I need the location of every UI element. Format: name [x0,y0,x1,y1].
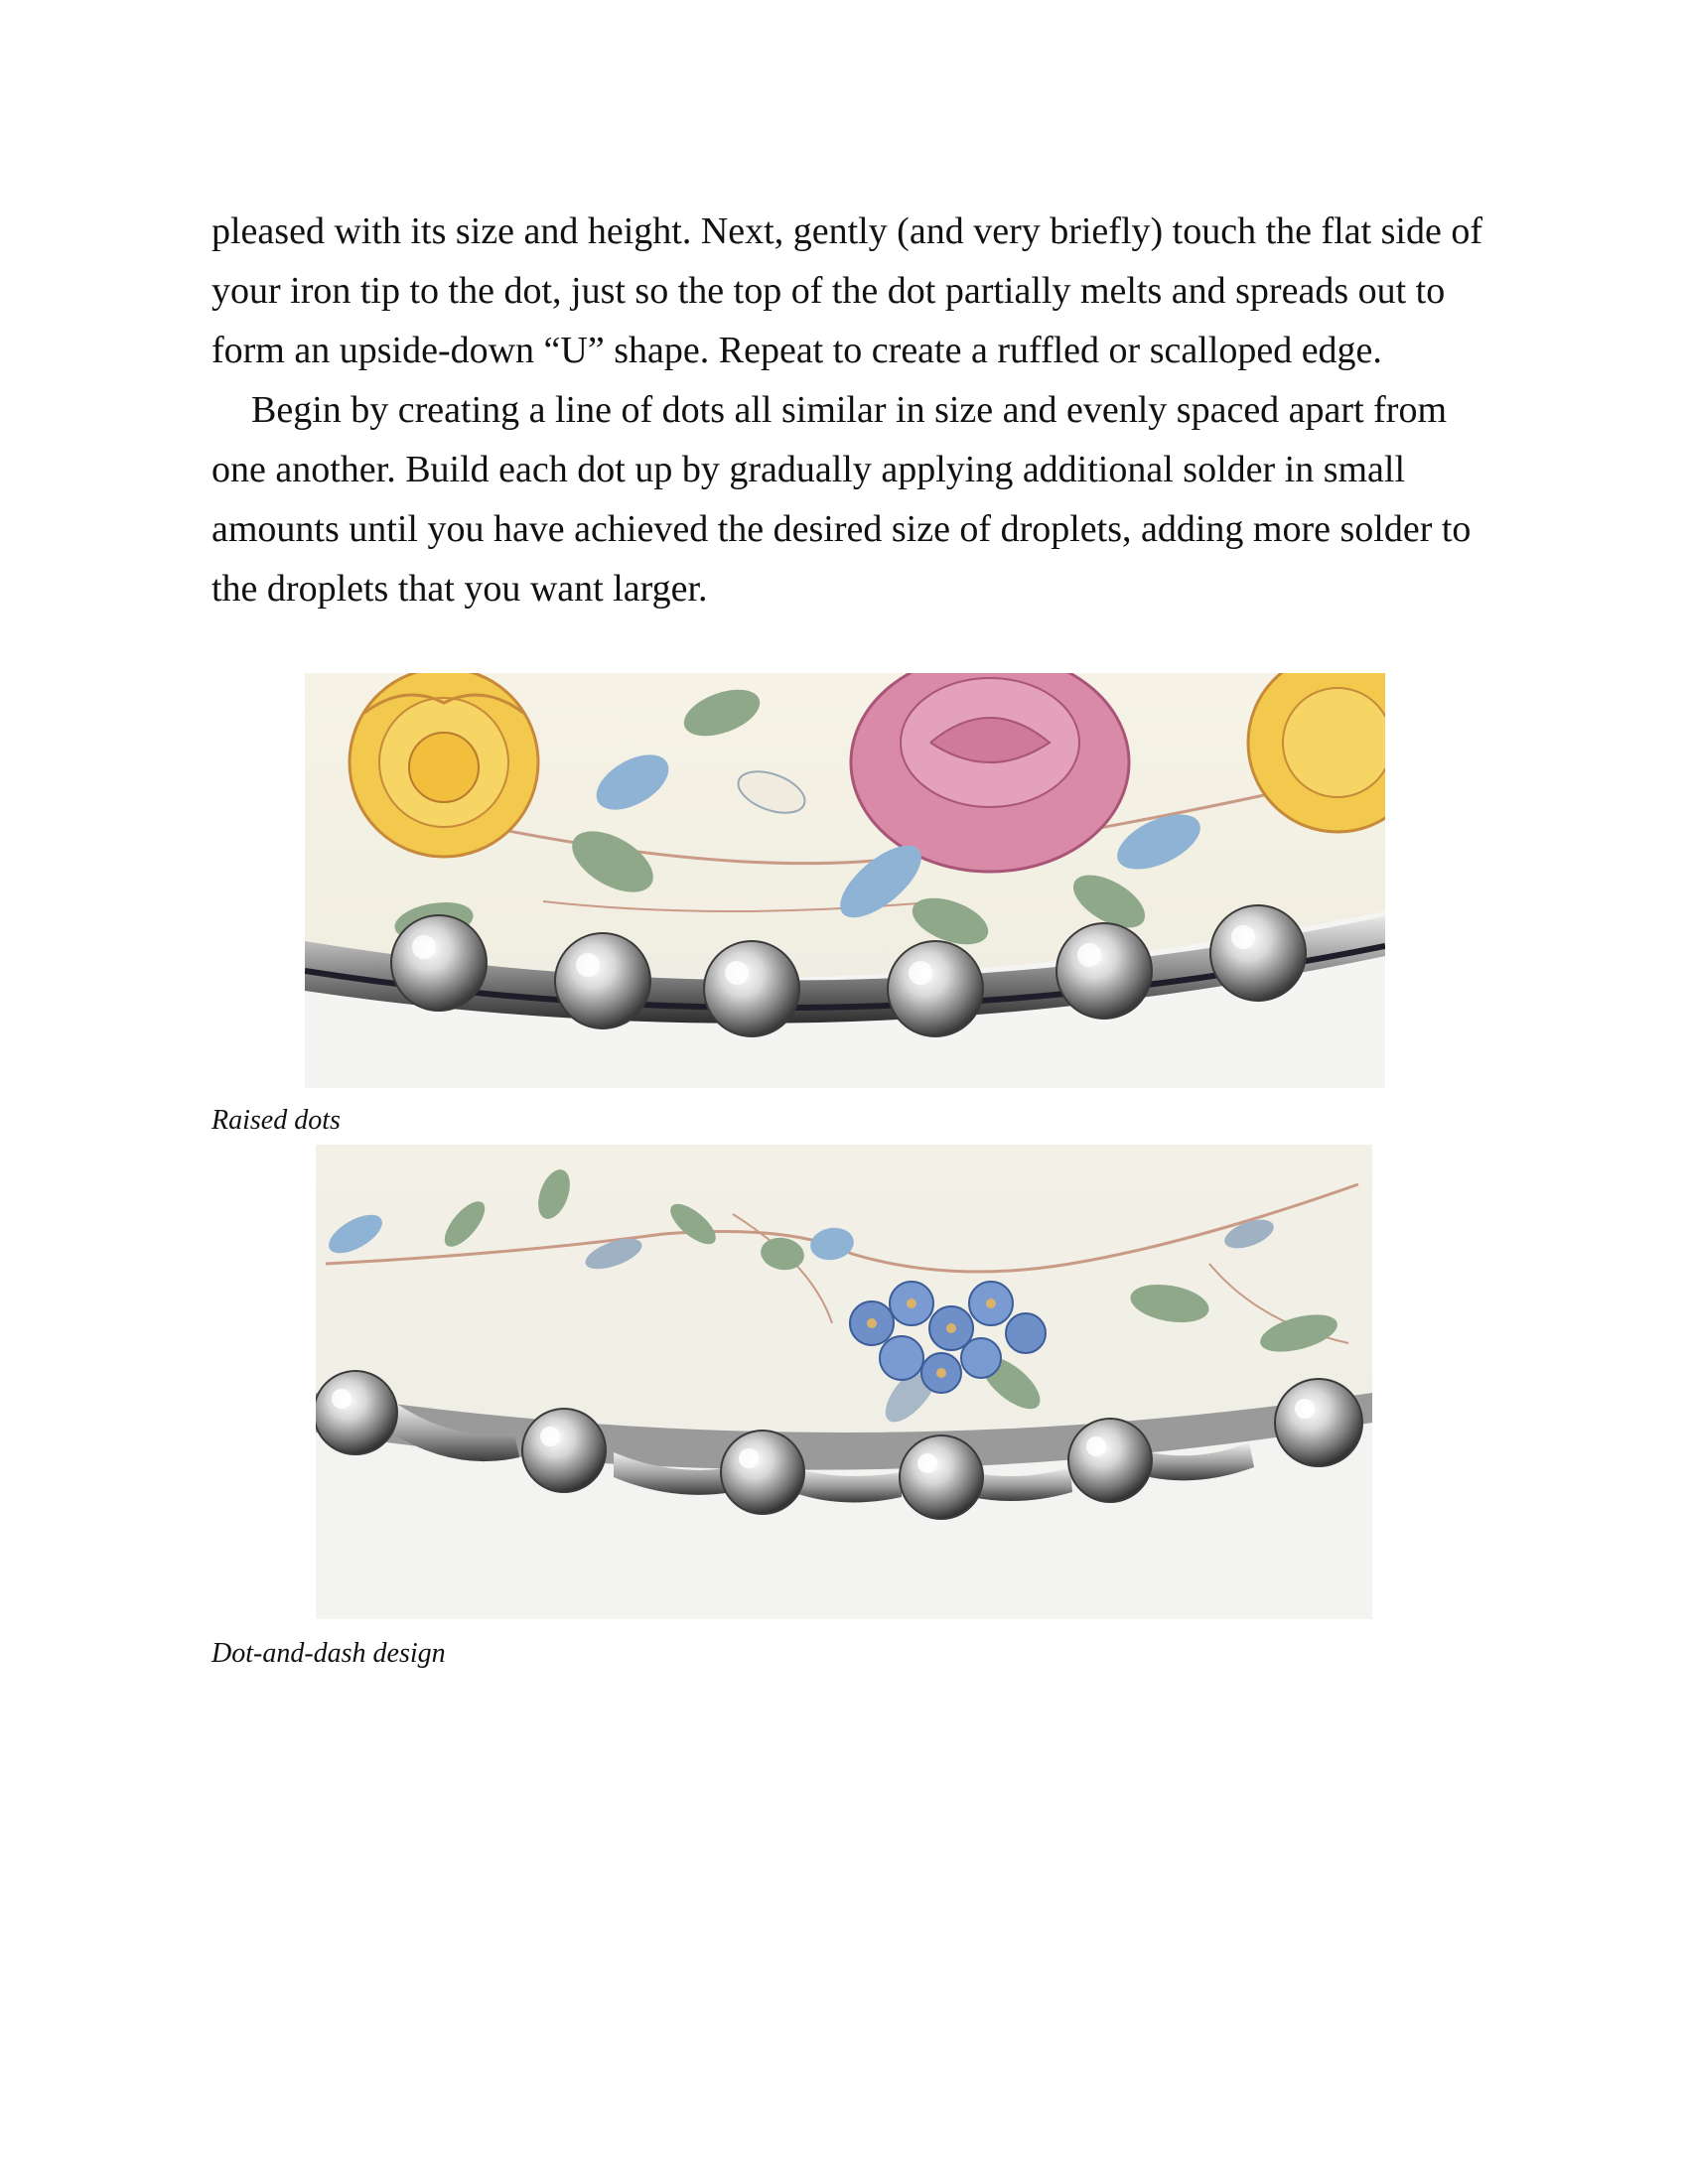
caption-dot-and-dash: Dot-and-dash design [211,1638,446,1669]
caption-raised-dots: Raised dots [211,1105,341,1136]
paragraph-continued: pleased with its size and height. Next, gently (and very briefly) touch the flat side of your iron tip to the dot, just so the top of the dot partially melts and spreads out to form an upside-down “U” shape. Repeat to create a ruffled or scalloped edge. [211,210,1483,371]
paragraph-dots: Begin by creating a line of dots all similar in size and evenly spaced apart from one another. Build each dot up by gradually applying additional solder in small amounts until you have achieved the desired size of droplets, adding more solder to the droplets that you want larger. [211,389,1472,610]
raised-dots-photo [305,673,1385,1088]
dot-and-dash-photo [316,1145,1372,1619]
body-text [211,202,1492,618]
